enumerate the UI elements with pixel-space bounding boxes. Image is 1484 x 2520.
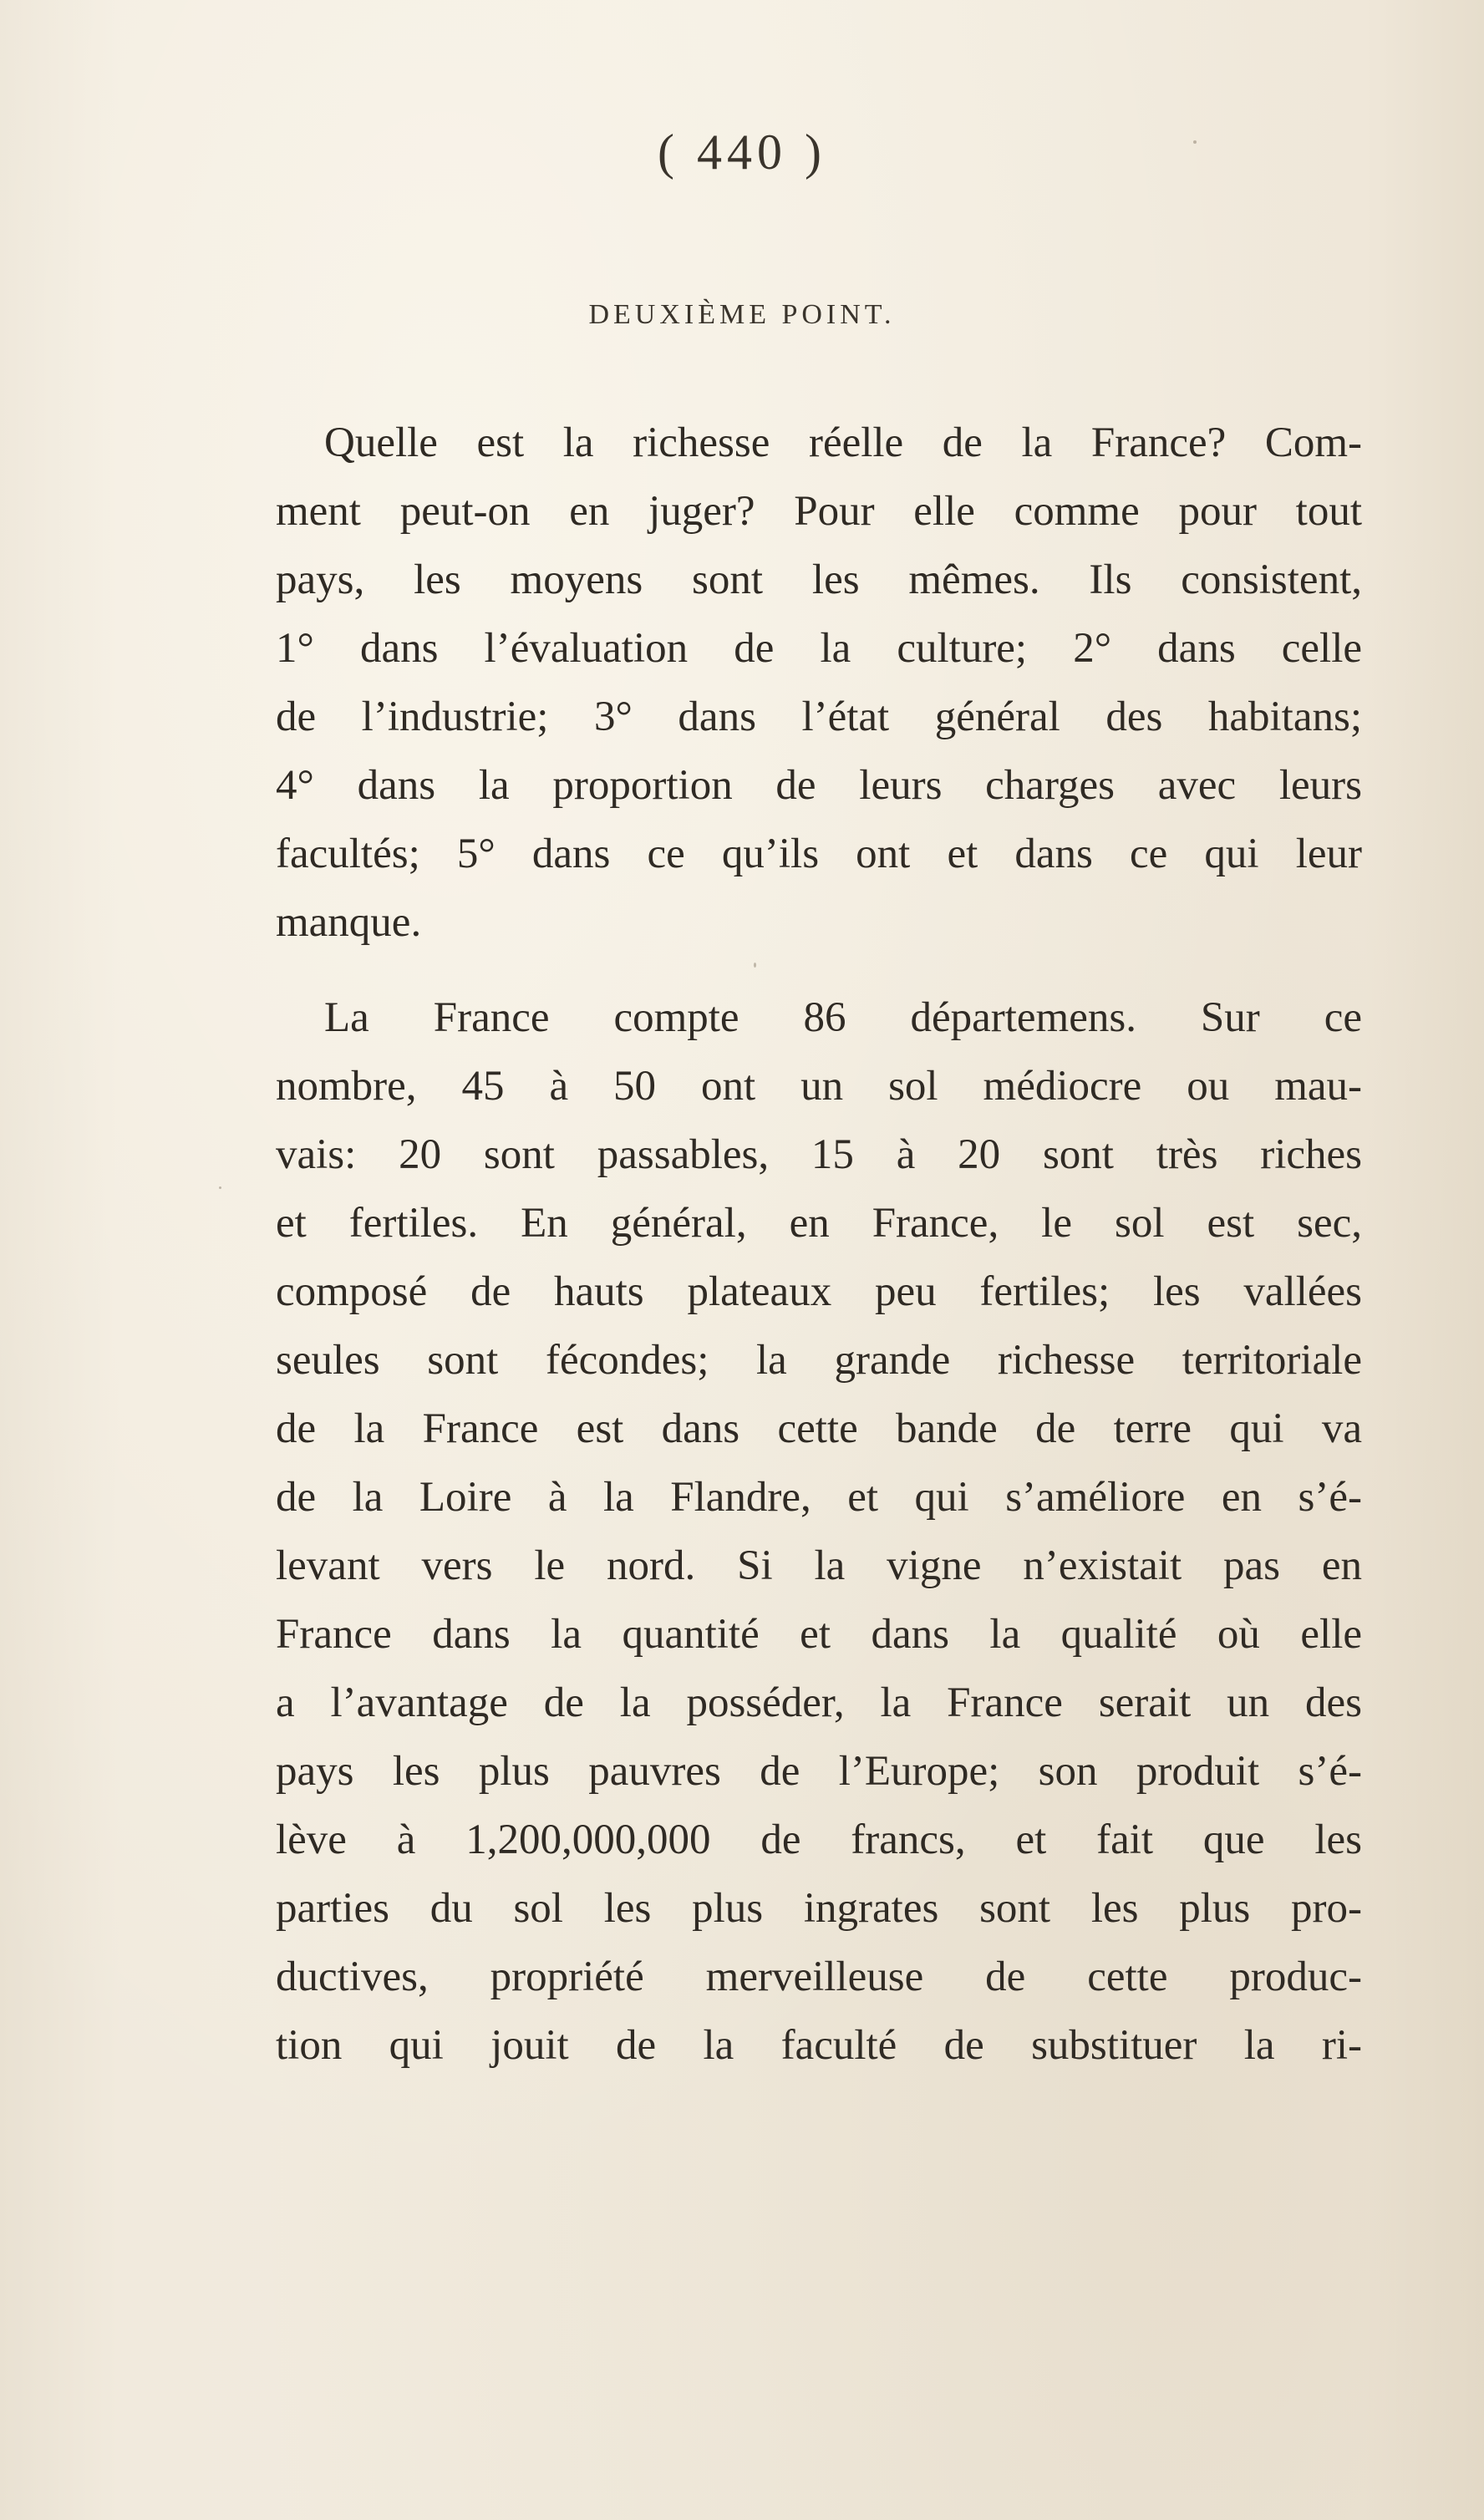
text-line: La France compte 86 départemens. Sur ce: [324, 994, 1362, 1041]
text-line: ment peut-on en juger? Pour elle comme pour tout: [276, 488, 1362, 535]
text-line: seules sont fécondes; la grande richesse territoriale: [276, 1337, 1362, 1384]
text-line: pays les plus pauvres de l’Europe; son produit s’é-: [276, 1748, 1362, 1795]
text-line: a l’avantage de la posséder, la France serait un des: [276, 1679, 1362, 1726]
text-line: tion qui jouit de la faculté de substituer la ri-: [276, 2022, 1362, 2069]
body-text: [276, 0, 1362, 2520]
text-line: nombre, 45 à 50 ont un sol médiocre ou mau-: [276, 1063, 1362, 1110]
text-line: composé de hauts plateaux peu fertiles; les vallées: [276, 1268, 1362, 1315]
text-line: 1° dans l’évaluation de la culture; 2° dans celle: [276, 625, 1362, 672]
paper-speck: [1193, 140, 1197, 144]
text-line: de la France est dans cette bande de terre qui va: [276, 1405, 1362, 1452]
text-line: Quelle est la richesse réelle de la France? Com-: [324, 419, 1362, 466]
text-line: facultés; 5° dans ce qu’ils ont et dans ce qui leur: [276, 831, 1362, 877]
text-line: parties du sol les plus ingrates sont les plus pro-: [276, 1885, 1362, 1932]
text-line: de la Loire à la Flandre, et qui s’améliore en s’é-: [276, 1474, 1362, 1521]
text-line: lève à 1,200,000,000 de francs, et fait que les: [276, 1816, 1362, 1863]
text-line: de l’industrie; 3° dans l’état général des habitans;: [276, 694, 1362, 740]
text-line: manque.: [276, 899, 422, 946]
paper-speck: [219, 1186, 221, 1189]
text-line: levant vers le nord. Si la vigne n’existait pas en: [276, 1542, 1362, 1589]
paper-speck: [754, 963, 756, 968]
text-line: et fertiles. En général, en France, le sol est sec,: [276, 1200, 1362, 1247]
page-number: ( 440 ): [658, 124, 826, 180]
text-line: France dans la quantité et dans la qualité où elle: [276, 1611, 1362, 1658]
text-line: vais: 20 sont passables, 15 à 20 sont très riches: [276, 1131, 1362, 1178]
text-line: 4° dans la proportion de leurs charges avec leurs: [276, 762, 1362, 809]
text-line: ductives, propriété merveilleuse de cette produc-: [276, 1954, 1362, 2000]
text-line: pays, les moyens sont les mêmes. Ils consistent,: [276, 556, 1362, 603]
section-heading: DEUXIÈME POINT.: [588, 299, 896, 330]
